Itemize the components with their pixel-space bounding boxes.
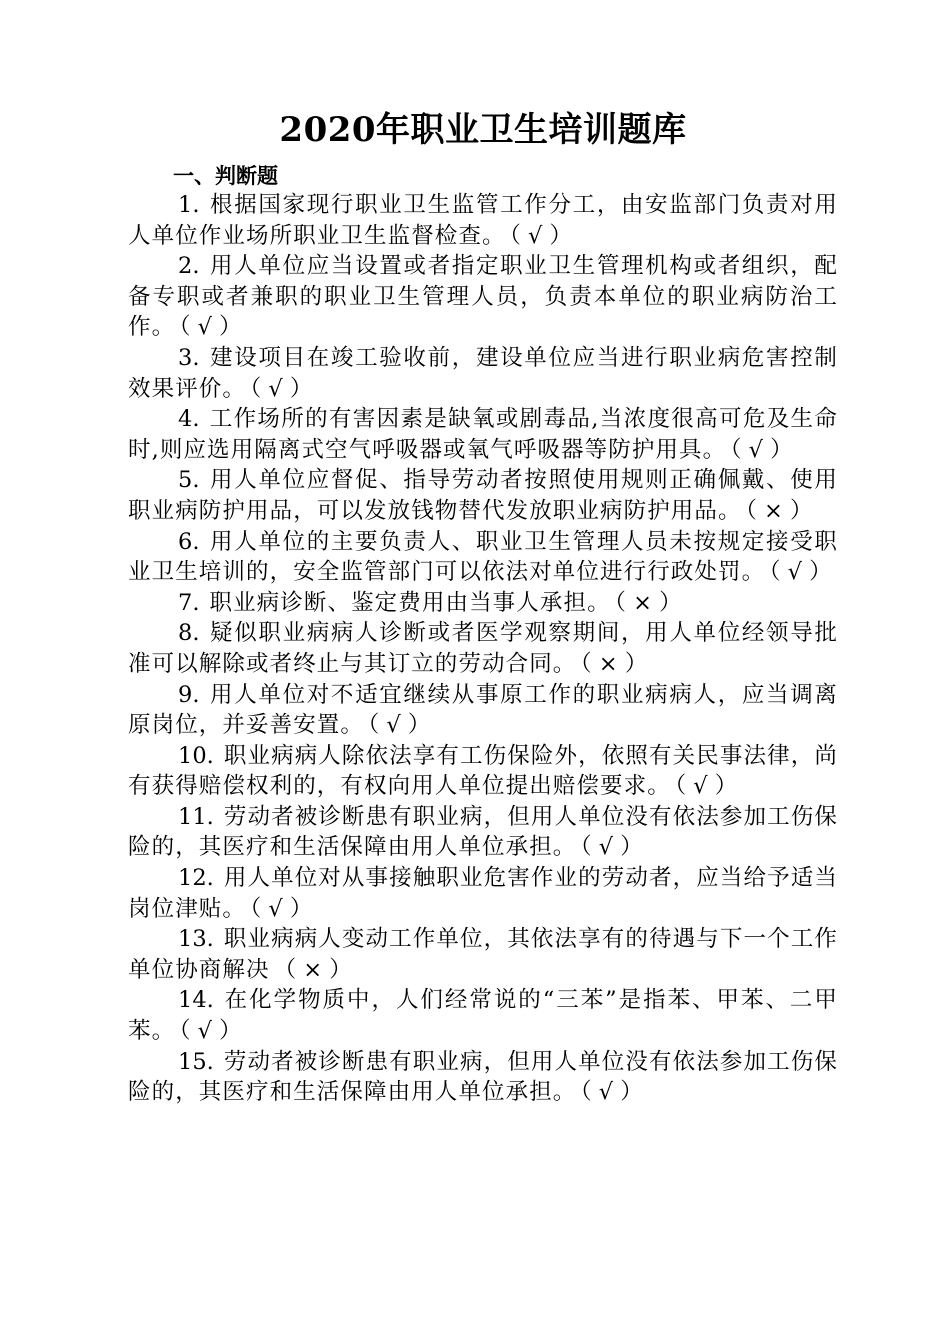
question-answer: （ × ） xyxy=(580,650,648,677)
question-item xyxy=(128,343,838,404)
question-list xyxy=(128,190,838,1108)
question-number: 10. xyxy=(178,742,214,769)
question-text: 职业病病人变动工作单位，其依法享有的待遇与下一个工作单位协商解决 xyxy=(128,926,838,983)
question-item xyxy=(128,618,838,679)
question-number: 7. xyxy=(178,589,200,616)
question-answer: （ √ ） xyxy=(580,834,643,861)
question-item xyxy=(128,527,838,588)
question-answer: （ √ ） xyxy=(580,1079,643,1106)
question-answer: （ × ） xyxy=(273,956,352,983)
question-text: 职业病诊断、鉴定费用由当事人承担。 xyxy=(209,589,611,616)
question-text: 在化学物质中，人们经常说的“三苯”是指苯、甲苯、二甲苯。 xyxy=(128,987,838,1045)
question-number: 11. xyxy=(178,803,214,830)
question-number: 13. xyxy=(178,926,214,953)
question-number: 1. xyxy=(178,192,200,218)
question-answer: （ √ ） xyxy=(674,773,738,800)
question-item xyxy=(128,741,838,802)
question-item xyxy=(128,802,838,863)
question-text: 工作场所的有害因素是缺氧或剧毒品,当浓度很高可危及生命时,则应选用隔离式空气呼吸器或氧气呼吸器等防护用具。 xyxy=(128,406,838,463)
question-text: 劳动者被诊断患有职业病，但用人单位没有依法参加工伤保险的，其医疗和生活保障由用人单位承担。 xyxy=(128,803,838,861)
question-item xyxy=(128,465,838,526)
question-text: 用人单位对不适宜继续从事原工作的职业病病人，应当调离原岗位，并妥善安置。 xyxy=(128,681,838,739)
question-number: 4. xyxy=(178,406,200,433)
question-item xyxy=(128,924,838,985)
question-text: 用人单位应当设置或者指定职业卫生管理机构或者组织，配备专职或者兼职的职业卫生管理人员，负责本单位的职业病防治工作。 xyxy=(128,253,838,341)
question-number: 3. xyxy=(178,344,200,371)
question-number: 12. xyxy=(178,865,214,892)
question-item xyxy=(128,680,838,741)
question-item xyxy=(128,1047,838,1108)
question-item xyxy=(128,985,838,1046)
question-number: 8. xyxy=(178,620,200,647)
question-answer: （ √ ） xyxy=(769,559,832,586)
question-text: 建设项目在竣工验收前，建设单位应当进行职业病危害控制效果评价。 xyxy=(128,344,838,402)
question-text: 用人单位应督促、指导劳动者按照使用规则正确佩戴、使用职业病防护用品，可以发放钱物替代发放职业病防护用品。 xyxy=(128,467,838,524)
question-answer: （ √ ） xyxy=(179,1018,242,1045)
question-number: 9. xyxy=(178,681,200,708)
question-answer: （ √ ） xyxy=(730,436,793,463)
question-number: 5. xyxy=(178,467,200,494)
question-number: 15. xyxy=(178,1048,214,1075)
question-answer: （ × ） xyxy=(614,589,682,616)
question-answer: （ √ ） xyxy=(250,375,313,402)
question-answer: （ √ ） xyxy=(509,222,573,249)
question-item xyxy=(128,588,838,619)
question-text: 疑似职业病病人诊断或者医学观察期间，用人单位经领导批准可以解除或者终止与其订立的劳动合同。 xyxy=(128,620,838,677)
question-text: 劳动者被诊断患有职业病，但用人单位没有依法参加工伤保险的，其医疗和生活保障由用人单位承担。 xyxy=(128,1048,838,1106)
question-text: 用人单位的主要负责人、职业卫生管理人员未按规定接受职业卫生培训的，安全监管部门可以依法对单位进行行政处罚。 xyxy=(128,528,838,586)
question-number: 6. xyxy=(178,528,200,555)
question-answer: （ √ ） xyxy=(368,712,431,739)
section-heading: 一、判断题 xyxy=(173,163,278,188)
question-item xyxy=(128,251,838,343)
question-item xyxy=(128,863,838,924)
document-title: 2020年职业卫生培训题库 xyxy=(279,110,687,150)
question-text: 用人单位对从事接触职业危害作业的劳动者，应当给予适当岗位津贴。 xyxy=(128,865,838,922)
question-item xyxy=(128,404,838,465)
question-number: 14. xyxy=(178,987,214,1014)
question-item xyxy=(128,190,838,251)
question-answer: （ × ） xyxy=(745,497,813,524)
question-text: 根据国家现行职业卫生监管工作分工，由安监部门负责对用人单位作业场所职业卫生监督检查。 xyxy=(128,192,838,249)
question-answer: （ √ ） xyxy=(179,314,242,341)
question-answer: （ √ ） xyxy=(250,895,313,922)
question-text: 职业病病人除依法享有工伤保险外，依照有关民事法律，尚有获得赔偿权利的，有权向用人单位提出赔偿要求。 xyxy=(128,742,838,800)
question-number: 2. xyxy=(178,253,200,280)
